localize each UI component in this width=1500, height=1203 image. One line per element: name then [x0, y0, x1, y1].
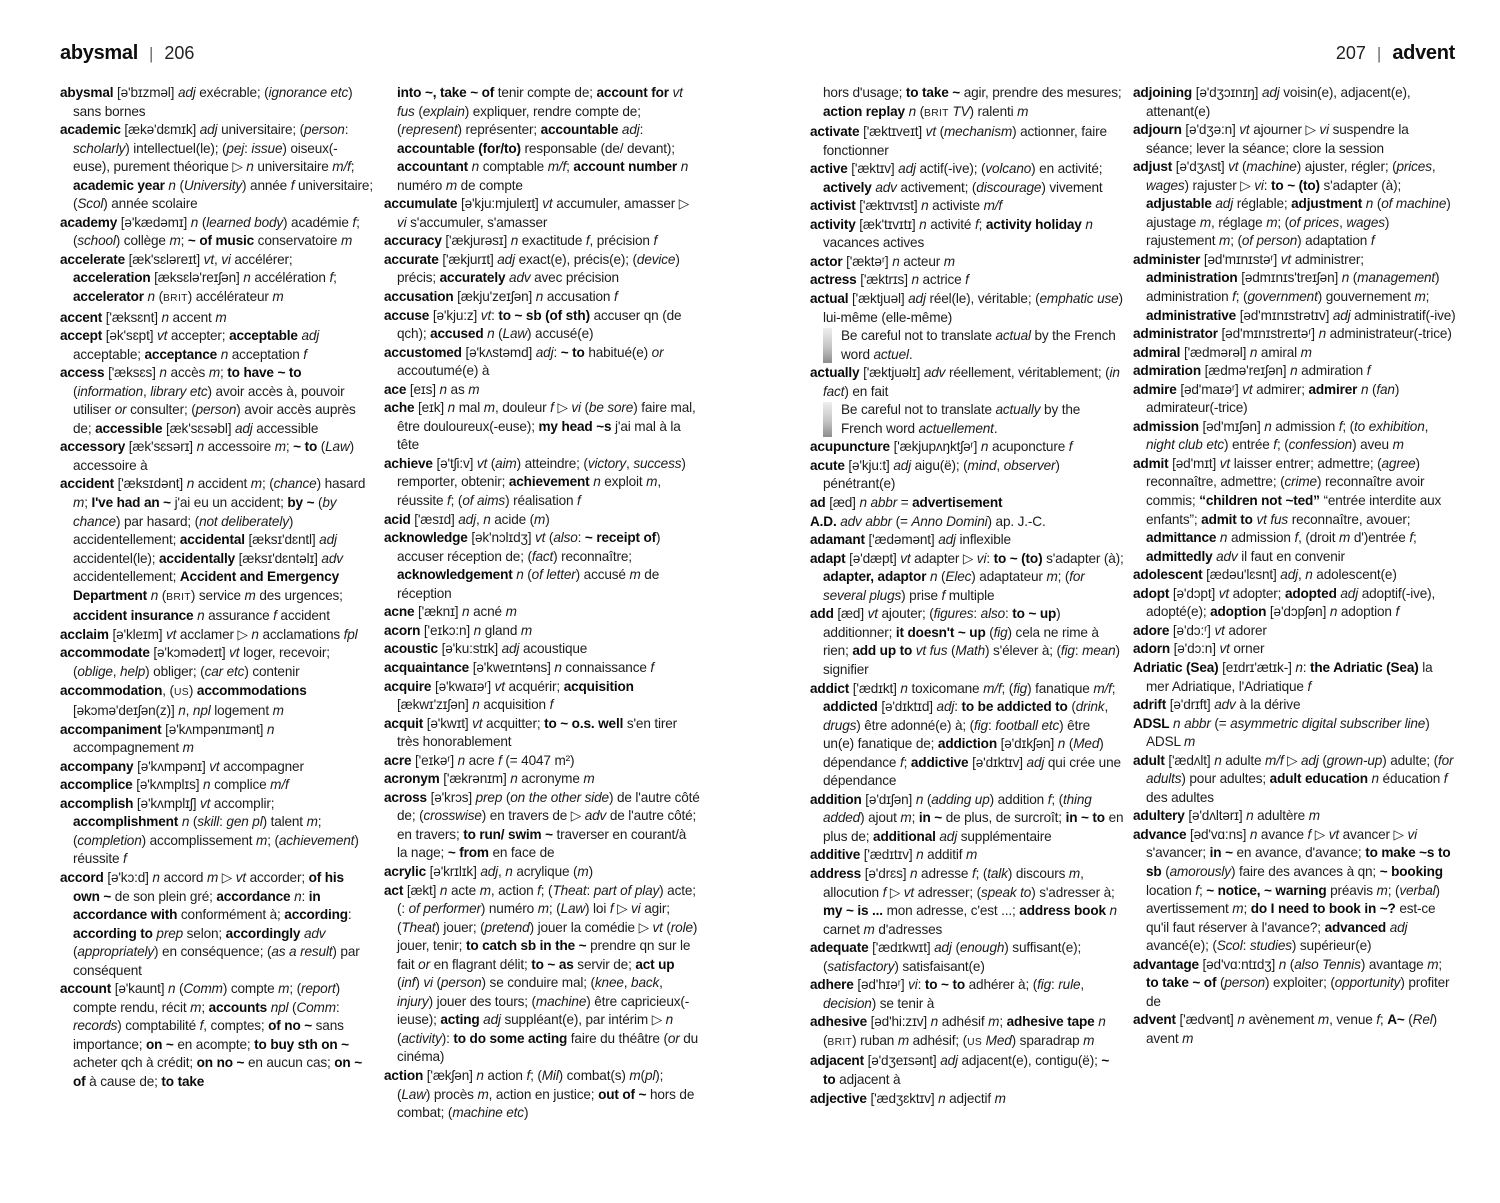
running-head-left — [60, 42, 194, 65]
dictionary-entry: adjust [ə'dʒʌst] vt (machine) ajuster, régler; (prices, wages) rajuster ▷ vi: to ~ (to) s'adapter (à); adjustable adj réglable; adjustment n (of machine) ajustage m, réglage m; (of prices, wages) rajustement m; (of person) adaptation f — [1133, 159, 1451, 249]
dictionary-entry: adorn [ə'dɔ:n] vt orner — [1133, 641, 1265, 657]
dictionary-entry: acne ['æknɪ] n acné m — [384, 604, 517, 620]
dictionary-entry: actor ['æktəʳ] n acteur m — [810, 253, 955, 269]
dictionary-entry: admission [əd'mɪʃən] n admission f; (to exhibition, night club etc) entrée f; (confession) aveu m — [1133, 418, 1429, 453]
dictionary-entry: adamant ['ædəmənt] adj inflexible — [810, 532, 1011, 548]
dictionary-entry: accessory [æk'sɛsərɪ] n accessoire m; ~ to (Law) accessoire à — [60, 439, 355, 473]
usage-note — [810, 401, 1124, 438]
dictionary-entry: accomplish [ə'kʌmplɪʃ] vt accomplir; accomplishment n (skill: gen pl) talent m; (completion) accomplissement m; (achievement) réussite f — [60, 795, 359, 867]
dictionary-entry: acoustic [ə'ku:stɪk] adj acoustique — [384, 641, 588, 657]
dictionary-entry: activate ['æktɪveɪt] vt (mechanism) actionner, faire fonctionner — [810, 124, 1107, 158]
dictionary-entry: acre ['eɪkəʳ] n acre f (= 4047 m²) — [384, 752, 575, 768]
dictionary-entry: accumulate [ə'kju:mjuleɪt] vt accumuler, amasser ▷ vi s'accumuler, s'amasser — [384, 196, 690, 230]
dictionary-entry: academic [ækə'dɛmɪk] adj universitaire; (person: scholarly) intellectuel(le); (pej: issue) oiseux(-euse), purement théorique ▷ n universitaire m/f; academic year n (University) année f universitaire; (Scol) année scolaire — [60, 122, 373, 212]
dictionary-entry: across [ə'krɔs] prep (on the other side) de l'autre côté de; (crosswise) en travers de ▷ adv de l'autre côté; en travers; to run/ swim ~ traverser en courant/à la nage; ~ from en face de — [384, 789, 700, 861]
dictionary-entry: accomplice [ə'kʌmplɪs] n complice m/f — [60, 777, 289, 793]
dictionary-entry: adjacent [ə'dʒeɪsənt] adj adjacent(e), contigu(ë); ~ to adjacent à — [810, 1053, 1110, 1087]
dictionary-entry: address [ə'drɛs] n adresse f; (talk) discours m, allocution f ▷ vt adresser; (speak to) s'adresser à; my ~ is ... mon adresse, c'est ...; address book n carnet m d'adresses — [810, 865, 1117, 937]
dictionary-entry: acquit [ə'kwɪt] vt acquitter; to ~ o.s. well s'en tirer très honorablement — [384, 715, 678, 750]
dictionary-entry: acute [ə'kju:t] adj aigu(ë); (mind, observer) pénétrant(e) — [810, 457, 1060, 492]
usage-note — [810, 327, 1124, 364]
dictionary-entry: achieve [ə'tʃi:v] vt (aim) atteindre; (victory, success) remporter, obtenir; achievement n exploit m, réussite f; (of aims) réalisation f — [384, 455, 686, 509]
dictionary-entry: accompaniment [ə'kʌmpənɪmənt] n accompagnement m — [60, 721, 275, 756]
dictionary-entry: accelerate [æk'sɛləreɪt] vt, vi accélérer; acceleration [æksɛlə'reɪʃən] n accélération f; accelerator n (BRIT) accélérateur m — [60, 251, 337, 305]
dictionary-entry: acquaintance [ə'kweɪntəns] n connaissance f — [384, 659, 655, 675]
dictionary-entry: adhesive [əd'hi:zɪv] n adhésif m; adhesive tape n (BRIT) ruban m adhésif; (US Med) sparadrap m — [810, 1014, 1106, 1048]
dictionary-entry: addict ['ædɪkt] n toxicomane m/f; (fig) fanatique m/f; addicted [ə'dɪktɪd] adj: to be addicted to (drink, drugs) être adonné(e) à; (fig: football etc) être un(e) fanatique de; addiction [ə'dɪkʃən] n (Med) dépendance f; addictive [ə'dɪktɪv] adj qui crée une dépendance — [810, 680, 1121, 789]
guide-word-right: advent — [1392, 42, 1455, 64]
dictionary-entry: A.D. adv abbr (= Anno Domini) ap. J.-C. — [810, 513, 1046, 529]
usage-note-text: Be careful not to translate actually by the French word actuellement. — [841, 402, 1081, 436]
dictionary-entry: Adriatic (Sea) [eɪdrɪ'ætɪk-] n: the Adriatic (Sea) la mer Adriatique, l'Adriatique f — [1133, 659, 1433, 694]
dictionary-entry: adhere [əd'hɪəʳ] vi: to ~ to adhérer à; (fig: rule, decision) se tenir à — [810, 977, 1085, 1011]
guide-word-left: abysmal — [60, 42, 138, 64]
dictionary-entry: admire [əd'maɪəʳ] vt admirer; admirer n (fan) admirateur(-trice) — [1133, 381, 1400, 416]
dictionary-entry: actually ['æktjuəlɪ] adv réellement, véritablement; (in fact) en fait — [810, 365, 1120, 399]
dictionary-entry: accurate ['ækjurɪt] adj exact(e), précis(e); (device) précis; accurately adv avec précision — [384, 251, 680, 286]
dictionary-entry: accompany [ə'kʌmpənɪ] vt accompagner — [60, 758, 304, 774]
dictionary-entry: active ['æktɪv] adj actif(-ive); (volcano) en activité; actively adv activement; (discourage) vivement — [810, 161, 1103, 195]
usage-note-text: Be careful not to translate actual by the French word actuel. — [841, 328, 1116, 362]
dictionary-entry: accept [ək'sɛpt] vt accepter; acceptable adj acceptable; acceptance n acceptation f — [60, 328, 320, 362]
dictionary-entry: adopt [ə'dɔpt] vt adopter; adopted adj adoptif(-ive), adopté(e); adoption [ə'dɔpʃən] n adoption f — [1133, 585, 1436, 620]
dictionary-entry: adequate ['ædɪkwɪt] adj (enough) suffisant(e); (satisfactory) satisfaisant(e) — [810, 940, 1082, 974]
dictionary-entry: ADSL n abbr (= asymmetric digital subscriber line) ADSL m — [1133, 715, 1430, 750]
dictionary-entry: accommodation, (US) accommodations [əkɔmə'deɪʃən(z)] n, npl logement m — [60, 682, 307, 719]
dictionary-entry: activist ['æktɪvɪst] n activiste m/f — [810, 198, 1002, 214]
dictionary-entry: acknowledge [ək'nɔlɪdʒ] vt (also: ~ receipt of) accuser réception de; (fact) reconnaître; acknowledgement n (of letter) accusé m de réception — [384, 530, 661, 601]
dictionary-entry: account [ə'kaunt] n (Comm) compte m; (report) compte rendu, récit m; accounts npl (Comm: records) comptabilité f, comptes; of no ~ sans importance; on ~ en acompte; to buy sth on ~ acheter qch à crédit; on no ~ en aucun cas; on ~ of à cause de; to take — [60, 981, 363, 1089]
column-2 — [384, 84, 700, 1169]
dictionary-entry: ache [eɪk] n mal m, douleur f ▷ vi (be sore) faire mal, être douloureux(-euse); my head ~s j'ai mal à la tête — [384, 400, 696, 453]
dictionary-entry: accustomed [ə'kʌstəmd] adj: ~ to habitué(e) or accoutumé(e) à — [384, 344, 664, 379]
dictionary-entry: addition [ə'dɪʃən] n (adding up) addition f; (thing added) ajout m; in ~ de plus, de surcroît; in ~ to en plus de; additional adj supplémentaire — [810, 791, 1124, 844]
dictionary-entry: advantage [əd'vɑ:ntɪdʒ] n (also Tennis) avantage m; to take ~ of (person) exploiter; (opportunity) profiter de — [1133, 956, 1450, 1009]
dictionary-entry: additive ['ædɪtɪv] n additif m — [810, 847, 978, 863]
dictionary-entry: accord [ə'kɔ:d] n accord m ▷ vt accorder; of his own ~ de son plein gré; accordance n: in accordance with conformément à; according: according to prep selon; accordingly adv (appropriately) en conséquence; (as a result) par conséquent — [60, 869, 360, 978]
dictionary-entry: abysmal [ə'bɪzməl] adj exécrable; (ignorance etc) sans bornes — [60, 85, 353, 119]
dictionary-entry: advance [əd'vɑ:ns] n avance f ▷ vt avancer ▷ vi s'avancer; in ~ en avance, d'avance; to make ~s to sb (amorously) faire des avances à qn; ~ booking location f; ~ notice, ~ warning préavis m; (verbal) avertissement m; do I need to book in ~? est-ce qu'il faut réserver à l'avance?; advanced adj avancé(e); (Scol: studies) supérieur(e) — [1133, 826, 1451, 954]
page-number-right: 207 — [1335, 43, 1366, 63]
dictionary-entry: advent ['ædvənt] n avènement m, venue f; A~ (Rel) avent m — [1133, 1012, 1438, 1046]
dictionary-entry: accusation [ækju'zeɪʃən] n accusation f — [384, 289, 618, 305]
page-number-left: 206 — [164, 43, 195, 63]
dictionary-entry: admit [əd'mɪt] vt laisser entrer; admettre; (agree) reconnaître, admettre; (crime) reconnaître avoir commis; “children not ~ted” “entrée interdite aux enfants”; admit to vt fus reconnaître, avouer; admittance n admission f, (droit m d')entrée f; admittedly adv il faut en convenir — [1133, 455, 1442, 564]
dictionary-entry: accuracy ['ækjurəsɪ] n exactitude f, précision f — [384, 233, 658, 249]
dictionary-entry: accent ['æksɛnt] n accent m — [60, 309, 227, 325]
dictionary-entry: acquire [ə'kwaɪəʳ] vt acquérir; acquisition [ækwɪ'zɪʃən] n acquisition f — [384, 678, 634, 713]
dictionary-entry: adultery [ə'dʌltərɪ] n adultère m — [1133, 808, 1320, 824]
dictionary-entry: accuse [ə'kju:z] vt: to ~ sb (of sth) accuser qn (de qch); accused n (Law) accusé(e) — [384, 307, 682, 342]
dictionary-entry: administrator [əd'mɪnɪstreɪtəʳ] n administrateur(-trice) — [1133, 326, 1452, 342]
dictionary-entry: admiration [ædmə'reɪʃən] n admiration f — [1133, 363, 1371, 379]
dictionary-entry: acronym ['ækrənɪm] n acronyme m — [384, 771, 595, 787]
dictionary-entry: adolescent [ædəu'lɛsnt] adj, n adolescent(e) — [1133, 567, 1397, 583]
dictionary-entry: acclaim [ə'kleɪm] vt acclamer ▷ n acclamations fpl — [60, 626, 358, 642]
dictionary-entry: acupuncture ['ækjupʌŋktʃəʳ] n acuponcture f — [810, 439, 1073, 455]
note-accent-bar — [823, 328, 832, 363]
entry-continuation: into ~, take ~ of tenir compte de; account for vt fus (explain) expliquer, rendre compte de; (represent) représenter; accountable adj: accountable (for/to) responsable (de/ devant); accountant n comptable m/f; account number n numéro m de compte — [397, 85, 689, 193]
header-divider: | — [1376, 44, 1382, 63]
dictionary-entry: action ['ækʃən] n action f; (Mil) combat(s) m(pl); (Law) procès m, action en justice; out of ~ hors de combat; (machine etc) — [384, 1067, 695, 1121]
dictionary-entry: access ['æksɛs] n accès m; to have ~ to (information, library etc) avoir accès à, pouvoir utiliser or consulter; (person) avoir accès auprès de; accessible [æk'sɛsəbl] adj accessible — [60, 365, 356, 436]
dictionary-entry: act [ækt] n acte m, action f; (Theat: part of play) acte; (: of performer) numéro m; (Law) loi f ▷ vi agir; (Theat) jouer; (pretend) jouer la comédie ▷ vt (role) jouer, tenir; to catch sb in the ~ prendre qn sur le fait or en flagrant délit; to ~ as servir de; act up (inf) vi (person) se conduire mal; (knee, back, injury) jouer des tours; (machine) être capricieux(-ieuse); acting adj suppléant(e), par intérim ▷ n (activity): to do some acting faire du théâtre (or du cinéma) — [384, 882, 699, 1065]
dictionary-entry: adjourn [ə'dʒə:n] vt ajourner ▷ vi suspendre la séance; lever la séance; clore la session — [1133, 122, 1409, 156]
dictionary-entry: ace [eɪs] n as m — [384, 381, 480, 397]
dictionary-entry: add [æd] vt ajouter; (figures: also: to ~ up) additionner; it doesn't ~ up (fig) cela ne rime à rien; add up to vt fus (Math) s'élever à; (fig: mean) signifier — [810, 606, 1120, 677]
header-divider: | — [148, 44, 154, 63]
dictionary-entry: actress ['æktrɪs] n actrice f — [810, 272, 969, 288]
column-4 — [1133, 84, 1458, 1169]
dictionary-entry: acid ['æsɪd] adj, n acide (m) — [384, 511, 550, 527]
dictionary-entry: administer [əd'mɪnɪstəʳ] vt administrer; administration [ədmɪnɪs'treɪʃən] n (management) administration f; (government) gouvernement m; administrative [əd'mɪnɪstrətɪv] adj administratif(-ive) — [1133, 251, 1456, 323]
dictionary-entry: ad [æd] n abbr = advertisement — [810, 495, 1003, 511]
dictionary-entry: admiral ['ædmərəl] n amiral m — [1133, 344, 1312, 360]
dictionary-entry: accident ['æksɪdənt] n accident m; (chance) hasard m; I've had an ~ j'ai eu un accident; by ~ (by chance) par hasard; (not deliberately) accidentellement; accidental [æksɪ'dɛntl] adj accidentel(le); accidentally [æksɪ'dɛntəlɪ] adv accidentellement; Accident and Emergency Department n (BRIT) service m des urgences; accident insurance n assurance f accident — [60, 476, 366, 624]
column-3 — [810, 84, 1124, 1169]
dictionary-entry: adrift [ə'drɪft] adv à la dérive — [1133, 697, 1301, 713]
dictionary-entry: acorn ['eɪkɔ:n] n gland m — [384, 622, 533, 638]
entry-continuation: hors d'usage; to take ~ agir, prendre des mesures; action replay n (BRIT TV) ralenti m — [823, 85, 1122, 119]
dictionary-entry: academy [ə'kædəmɪ] n (learned body) académie f; (school) collège m; ~ of music conservatoire m — [60, 214, 360, 249]
dictionary-entry: adore [ə'dɔ:ʳ] vt adorer — [1133, 622, 1267, 638]
dictionary-entry: adjoining [ə'dʒɔɪnɪŋ] adj voisin(e), adjacent(e), attenant(e) — [1133, 85, 1411, 119]
dictionary-entry: accommodate [ə'kɔmədeɪt] vt loger, recevoir; (oblige, help) obliger; (car etc) contenir — [60, 645, 330, 679]
dictionary-entry: adult ['ædʌlt] n adulte m/f ▷ adj (grown-up) adulte; (for adults) pour adultes; adult education n éducation f des adultes — [1133, 752, 1454, 805]
dictionary-entry: actual ['æktjuəl] adj réel(le), véritable; (emphatic use) lui-même (elle-même) — [810, 291, 1123, 325]
dictionary-entry: adapt [ə'dæpt] vt adapter ▷ vi: to ~ (to) s'adapter (à); adapter, adaptor n (Elec) adaptateur m; (for several plugs) prise f multiple — [810, 550, 1124, 603]
note-accent-bar — [823, 402, 832, 437]
dictionary-entry: activity [æk'tɪvɪtɪ] n activité f; activity holiday n vacances actives — [810, 216, 1093, 251]
column-1 — [60, 84, 373, 1169]
dictionary-entry: acrylic [ə'krɪlɪk] adj, n acrylique (m) — [384, 863, 593, 879]
dictionary-entry: adjective ['ædʒɛktɪv] n adjectif m — [810, 1090, 1006, 1106]
running-head-right — [1336, 42, 1455, 65]
